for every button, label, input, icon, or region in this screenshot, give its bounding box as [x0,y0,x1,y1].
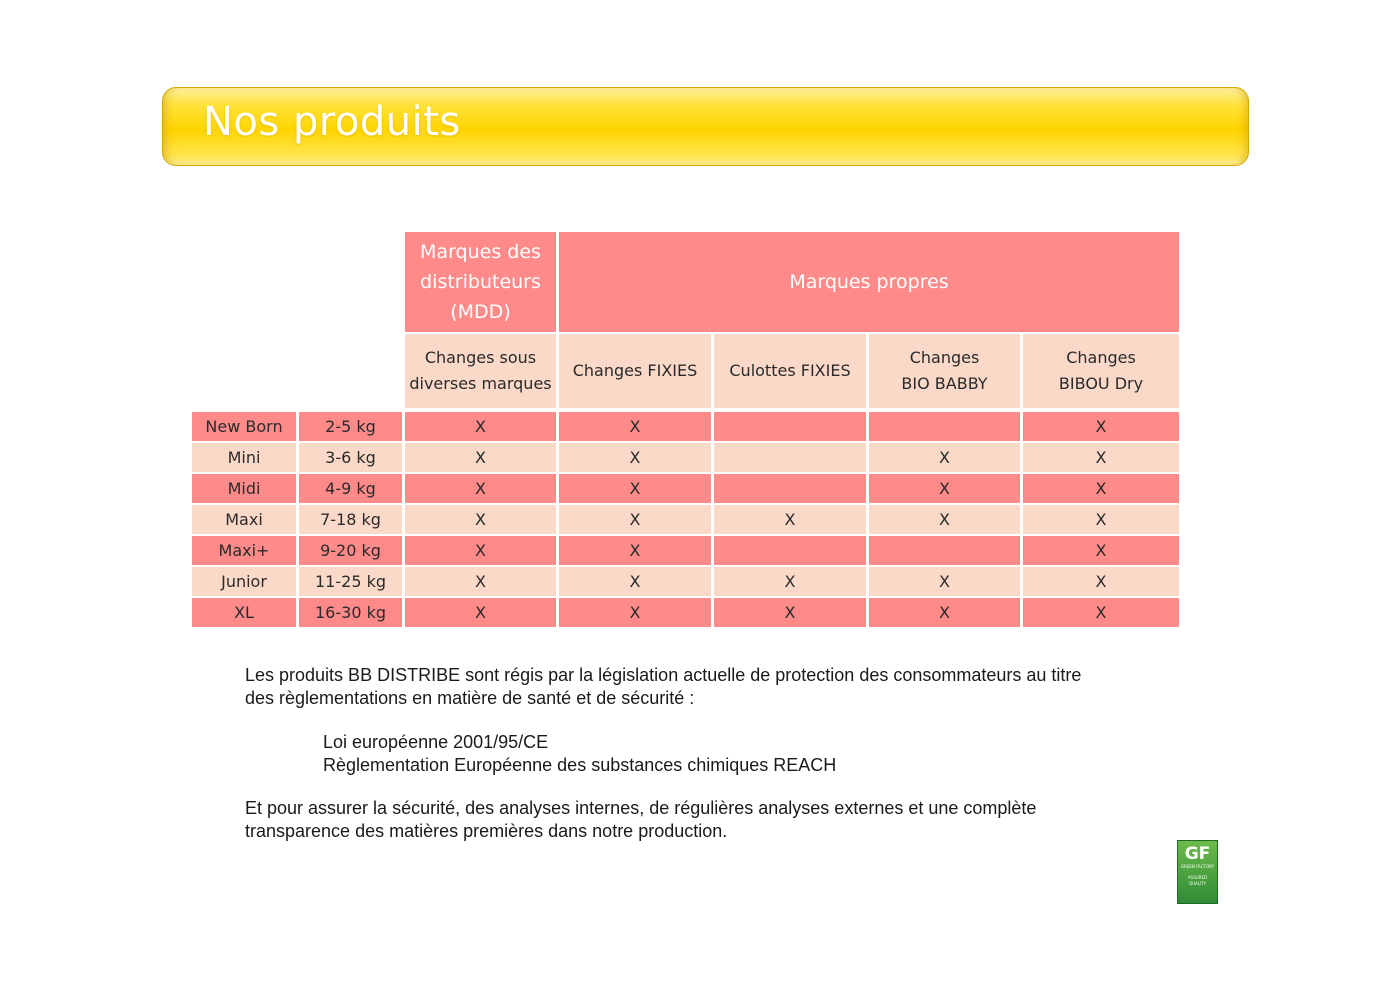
header-mdd [405,232,556,332]
table-row-7-mark-4: X [869,598,1020,627]
table-row-1-size: New Born [192,412,296,441]
table-row-6-mark-3: X [714,567,866,596]
table-row-5-mark-2: X [559,536,711,565]
subheader-2-line-1: Changes FIXIES [572,361,698,380]
title-banner [162,87,1249,166]
table-row-3-mark-1: X [405,474,556,503]
table-row-4-size: Maxi [192,505,296,534]
intro-paragraph-line-2: des règlementations en matière de santé et de sécurité : [245,688,695,708]
table-row-5-mark-1: X [405,536,556,565]
table-row-3-mark-3 [714,474,866,503]
table-row-3-mark-2: X [559,474,711,503]
table-row-5-size: Maxi+ [192,536,296,565]
subheader-3 [714,334,866,408]
subheader-5-line-2: BIBOU Dry [1058,374,1144,393]
table-row-5-weight: 9-20 kg [299,536,402,565]
table-row-6-mark-1: X [405,567,556,596]
outro-paragraph-line-2: transparence des matières premières dans notre production. [245,821,728,841]
table-row-6-size: Junior [192,567,296,596]
table-row-4-mark-4: X [869,505,1020,534]
table-row-2-mark-2: X [559,443,711,472]
logo-letters: GF [1184,844,1211,864]
header-mdd-line-1: Marques des [420,241,541,263]
table-row-7-size: XL [192,598,296,627]
table-row-2-weight: 3-6 kg [299,443,402,472]
table-row-7-weight: 16-30 kg [299,598,402,627]
table-row-1-mark-2: X [559,412,711,441]
subheader-1 [405,334,556,408]
table-row-1-weight: 2-5 kg [299,412,402,441]
table-row-2-mark-4: X [869,443,1020,472]
table-row-6-mark-2: X [559,567,711,596]
table-row-2-mark-3 [714,443,866,472]
table-row-6-mark-5: X [1023,567,1179,596]
table-row-4-weight: 7-18 kg [299,505,402,534]
subheader-4-line-2: BIO BABBY [901,374,988,393]
table-row-2-mark-5: X [1023,443,1179,472]
table-row-1-mark-5: X [1023,412,1179,441]
subheader-1-line-1: Changes sous [424,348,537,367]
subheader-5-line-1: Changes [1066,348,1136,367]
logo-line-3: QUALITY [1188,881,1207,886]
table-row-4-mark-1: X [405,505,556,534]
subheader-4-line-1: Changes [909,348,980,367]
subheader-2 [559,334,711,408]
subheader-1-line-2: diverses marques [409,374,552,393]
table-row-6-mark-4: X [869,567,1020,596]
table-row-1-mark-3 [714,412,866,441]
logo-line-2: ASSURED [1187,875,1208,880]
page-title: Nos produits [203,99,461,145]
table-row-7-mark-3: X [714,598,866,627]
subheader-5 [1023,334,1179,408]
table-row-4-mark-5: X [1023,505,1179,534]
intro-paragraph-line-1: Les produits BB DISTRIBE sont régis par la législation actuelle de protection des consommateurs au titre [245,665,1082,685]
table-row-1-mark-4 [869,412,1020,441]
subheader-3-line-1: Culottes FIXIES [729,361,851,380]
logo-line-1: GREEN FACTORY [1180,864,1215,869]
table-row-3-size: Midi [192,474,296,503]
table-row-7-mark-2: X [559,598,711,627]
table-row-2-mark-1: X [405,443,556,472]
green-factory-logo [1177,840,1218,904]
outro-paragraph-line-1: Et pour assurer la sécurité, des analyses internes, de régulières analyses externes et une complète [245,798,1037,818]
table-row-1-mark-1: X [405,412,556,441]
table-row-6-weight: 11-25 kg [299,567,402,596]
law-item-2: Règlementation Européenne des substances chimiques REACH [323,755,837,775]
table-row-7-mark-5: X [1023,598,1179,627]
table-row-3-mark-4: X [869,474,1020,503]
table-row-3-weight: 4-9 kg [299,474,402,503]
table-row-5-mark-3 [714,536,866,565]
table-row-5-mark-4 [869,536,1020,565]
table-row-3-mark-5: X [1023,474,1179,503]
subheader-4 [869,334,1020,408]
header-mdd-line-2: distributeurs [420,271,541,293]
law-item-1: Loi européenne 2001/95/CE [323,732,549,752]
table-row-7-mark-1: X [405,598,556,627]
table-row-5-mark-5: X [1023,536,1179,565]
table-row-4-mark-2: X [559,505,711,534]
table-row-4-mark-3: X [714,505,866,534]
header-mdd-line-3: (MDD) [450,301,511,323]
header-marques-propres: Marques propres [559,232,1179,332]
table-row-2-size: Mini [192,443,296,472]
